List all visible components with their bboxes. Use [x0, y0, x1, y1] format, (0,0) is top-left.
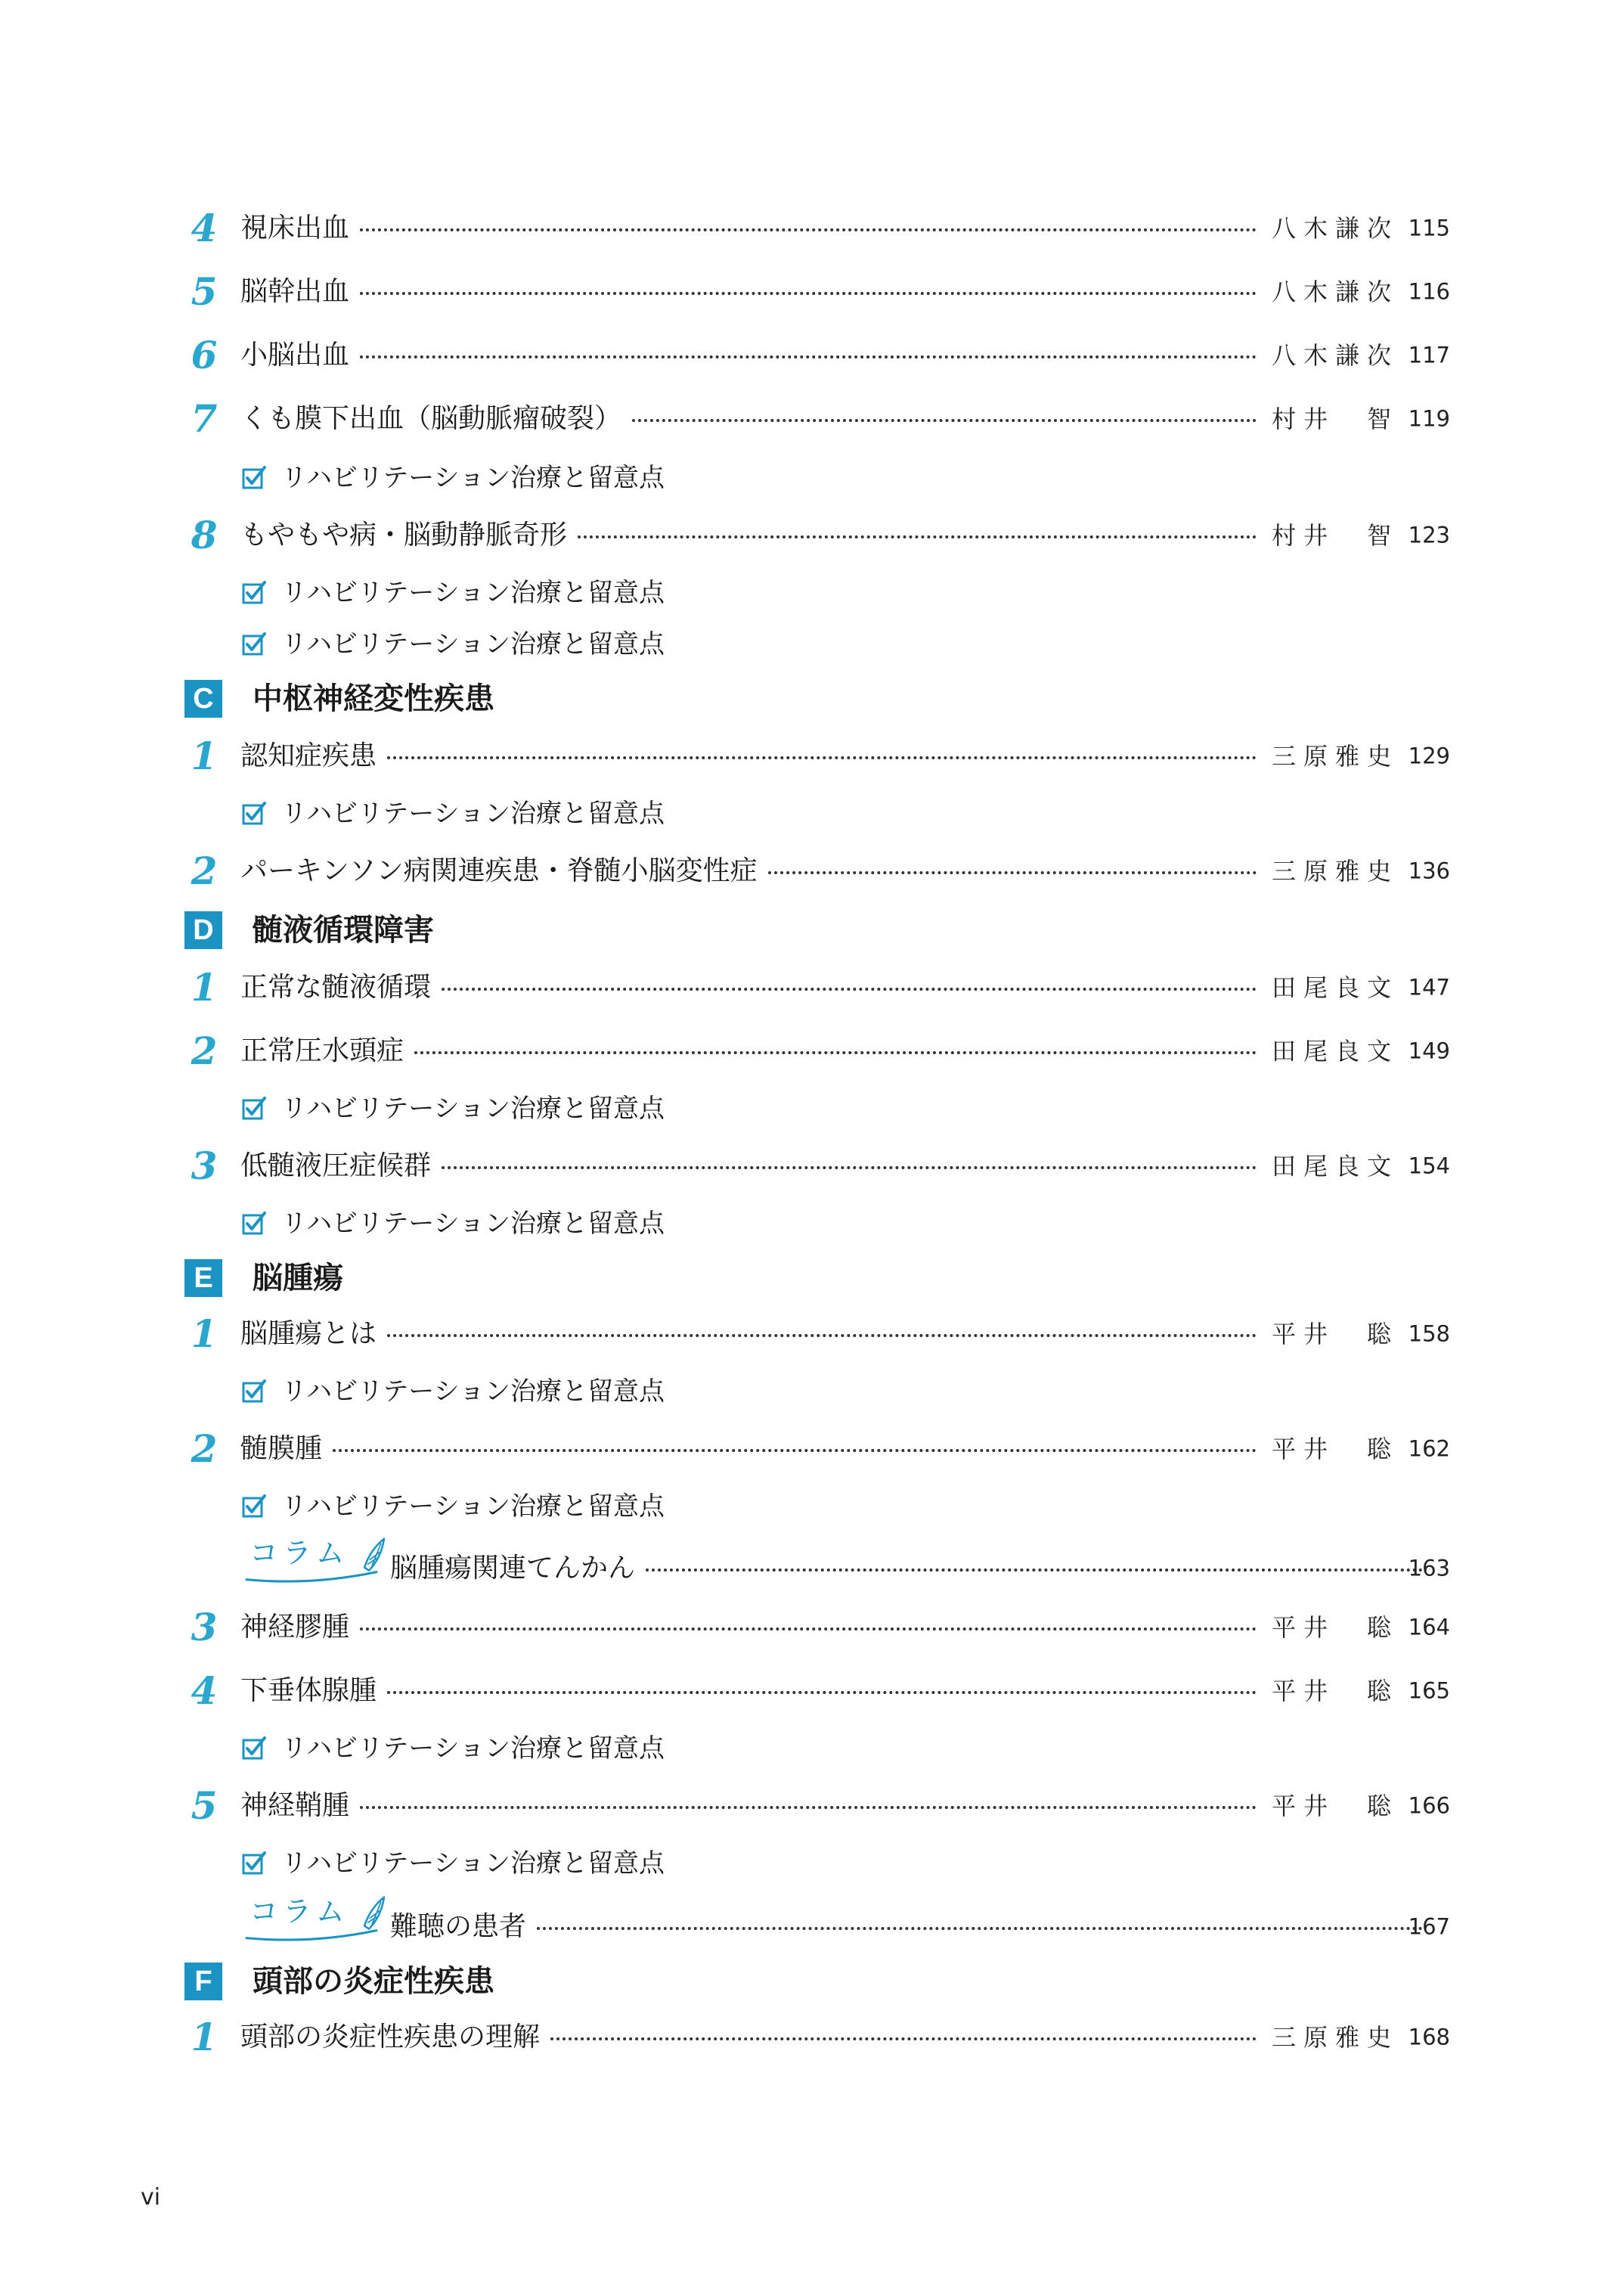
- page-folio: vi: [141, 2184, 161, 2211]
- page-number: 129: [1408, 743, 1450, 769]
- toc-subitem[interactable]: [0, 1365, 1624, 1418]
- toc-subitem[interactable]: [0, 1082, 1624, 1135]
- entry-title: 視床出血: [240, 213, 350, 244]
- entry-line: [240, 1035, 1257, 1066]
- page-number: 165: [1408, 1677, 1450, 1704]
- section-letter-badge: C: [184, 680, 222, 718]
- toc-subitem[interactable]: [0, 566, 1624, 619]
- dot-leader: [360, 292, 1257, 295]
- chapter-number: 1: [191, 2015, 218, 2059]
- page-number: 116: [1408, 278, 1450, 305]
- entry-author: 八木謙次: [1272, 341, 1391, 370]
- page-number: 166: [1408, 1792, 1450, 1819]
- toc-entry[interactable]: [0, 1025, 1624, 1078]
- entry-line: [240, 1320, 1257, 1348]
- checkbox-checked-icon: [242, 1736, 266, 1761]
- subitem-title: リハビリテーション治療と留意点: [281, 1733, 665, 1764]
- chapter-number: 6: [191, 333, 218, 377]
- toc-entry[interactable]: [0, 1308, 1624, 1361]
- entry-title: くも膜下出血（脳動脈瘤破裂）: [240, 403, 622, 434]
- toc-entry[interactable]: [0, 202, 1624, 255]
- section-title: 中枢神経変性疾患: [253, 681, 494, 716]
- entry-line: [240, 2024, 1257, 2051]
- section-heading[interactable]: [0, 904, 1624, 957]
- toc-column-entry[interactable]: [0, 1536, 1624, 1595]
- dot-leader: [578, 535, 1257, 538]
- chapter-number: 1: [191, 1311, 218, 1356]
- entry-author: 八木謙次: [1272, 278, 1391, 306]
- entry-title: 頭部の炎症性疾患の理解: [240, 2022, 541, 2053]
- entry-line: [240, 1435, 1257, 1463]
- section-title: 脳腫瘍: [253, 1261, 343, 1295]
- entry-author: 村井 智: [1272, 521, 1391, 550]
- page-number: 154: [1408, 1153, 1450, 1179]
- dot-leader: [333, 1449, 1257, 1452]
- subitem-title: リハビリテーション治療と留意点: [281, 463, 665, 493]
- chapter-number: 5: [191, 269, 218, 314]
- section-letter-badge: E: [184, 1259, 222, 1297]
- chapter-number: 5: [191, 1783, 218, 1828]
- toc-subitem[interactable]: [0, 1480, 1624, 1533]
- entry-line: [390, 1913, 1423, 1941]
- dot-leader: [414, 1051, 1257, 1054]
- checkbox-checked-icon: [242, 632, 266, 656]
- section-title: 頭部の炎症性疾患: [253, 1964, 494, 1999]
- subitem-title: リハビリテーション治療と留意点: [281, 629, 665, 659]
- dot-leader: [360, 228, 1257, 231]
- checkbox-checked-icon: [242, 581, 266, 605]
- section-title: 髄液循環障害: [253, 913, 434, 948]
- entry-author: 三原雅史: [1272, 2023, 1391, 2052]
- page-number: 164: [1408, 1614, 1450, 1640]
- dot-leader: [360, 1806, 1257, 1809]
- entry-line: [240, 522, 1257, 549]
- page-number: 117: [1408, 342, 1450, 368]
- entry-line: [240, 974, 1257, 1001]
- entry-author: 三原雅史: [1272, 857, 1391, 886]
- entry-title: 低髄液圧症候群: [240, 1150, 432, 1181]
- chapter-number: 8: [191, 513, 218, 557]
- column-label: [243, 1894, 387, 1947]
- checkbox-checked-icon: [242, 1212, 266, 1236]
- entry-author: 平井 聡: [1272, 1792, 1391, 1820]
- chapter-number: 2: [191, 1426, 218, 1471]
- entry-line: [240, 1792, 1257, 1820]
- toc-entry[interactable]: [0, 1601, 1624, 1654]
- dot-leader: [632, 419, 1257, 422]
- toc-entry[interactable]: [0, 961, 1624, 1014]
- page-number: 147: [1408, 974, 1450, 1001]
- chapter-number: 2: [191, 1029, 218, 1073]
- entry-author: 田尾良文: [1272, 973, 1391, 1002]
- chapter-number: 3: [191, 1605, 218, 1649]
- entry-line: [240, 215, 1257, 242]
- entry-author: 平井 聡: [1272, 1613, 1391, 1642]
- toc-entry[interactable]: [0, 509, 1624, 562]
- toc-entry[interactable]: [0, 1779, 1624, 1832]
- chapter-number: 4: [191, 1668, 218, 1713]
- entry-author: 村井 智: [1272, 405, 1391, 433]
- toc-column-entry[interactable]: [0, 1894, 1624, 1953]
- entry-title: 髄膜腫: [240, 1433, 323, 1464]
- toc-entry[interactable]: [0, 393, 1624, 445]
- checkbox-checked-icon: [242, 1851, 266, 1876]
- section-heading[interactable]: [0, 672, 1624, 725]
- dot-leader: [387, 756, 1257, 759]
- toc-subitem[interactable]: [0, 618, 1624, 671]
- entry-author: 平井 聡: [1272, 1435, 1391, 1463]
- entry-title: 神経鞘腫: [240, 1790, 350, 1821]
- checkbox-checked-icon: [242, 1494, 266, 1519]
- entry-line: [240, 342, 1257, 369]
- subitem-title: リハビリテーション治療と留意点: [281, 1209, 665, 1239]
- column-title: 難聴の患者: [390, 1911, 527, 1942]
- entry-author: 田尾良文: [1272, 1037, 1391, 1066]
- page-number: 149: [1408, 1038, 1450, 1064]
- entry-title: 脳幹出血: [240, 276, 350, 307]
- entry-title: 小脳出血: [240, 340, 350, 371]
- toc-entry[interactable]: [0, 265, 1624, 318]
- page-number: 136: [1408, 858, 1450, 884]
- dot-leader: [442, 1166, 1257, 1169]
- entry-line: [240, 278, 1257, 306]
- toc-entry[interactable]: [0, 2011, 1624, 2064]
- column-title: 脳腫瘍関連てんかん: [390, 1553, 636, 1584]
- page-number: 168: [1408, 2024, 1450, 2050]
- dot-leader: [387, 1691, 1257, 1694]
- checkbox-checked-icon: [242, 1379, 266, 1404]
- entry-title: もやもや病・脳動静脈奇形: [240, 520, 568, 551]
- subitem-title: リハビリテーション治療と留意点: [281, 1848, 665, 1879]
- subitem-title: リハビリテーション治療と留意点: [281, 1491, 665, 1522]
- toc-subitem[interactable]: [0, 451, 1624, 504]
- entry-author: 平井 聡: [1272, 1320, 1391, 1348]
- dot-leader: [387, 1334, 1257, 1337]
- checkbox-checked-icon: [242, 1097, 266, 1121]
- chapter-number: 7: [191, 396, 218, 441]
- page-number: 158: [1408, 1320, 1450, 1347]
- column-label-text: コラム: [249, 1894, 349, 1928]
- page-number: 119: [1408, 405, 1450, 432]
- page-number: 115: [1408, 215, 1450, 241]
- entry-title: 下垂体腺腫: [240, 1675, 377, 1706]
- section-heading[interactable]: [0, 1252, 1624, 1305]
- subitem-title: リハビリテーション治療と留意点: [281, 1376, 665, 1407]
- toc-entry[interactable]: [0, 329, 1624, 382]
- toc-subitem[interactable]: [0, 1197, 1624, 1250]
- dot-leader: [360, 1627, 1257, 1631]
- section-heading[interactable]: [0, 1955, 1624, 2008]
- subitem-title: リハビリテーション治療と留意点: [281, 578, 665, 608]
- entry-line: [390, 1555, 1423, 1582]
- entry-line: [240, 740, 1257, 771]
- chapter-number: 4: [191, 206, 218, 250]
- entry-author: 平井 聡: [1272, 1677, 1391, 1705]
- dot-leader: [646, 1568, 1423, 1572]
- page-number: 163: [1408, 1555, 1450, 1581]
- dot-leader: [537, 1927, 1423, 1930]
- entry-title: 正常な髄液循環: [240, 972, 432, 1003]
- entry-title: 認知症疾患: [240, 740, 377, 771]
- entry-author: 田尾良文: [1272, 1152, 1391, 1181]
- subitem-title: リハビリテーション治療と留意点: [281, 1094, 665, 1124]
- toc-entry[interactable]: [0, 845, 1624, 898]
- chapter-number: 3: [191, 1143, 218, 1188]
- dot-leader: [550, 2037, 1257, 2040]
- entry-title: 正常圧水頭症: [240, 1035, 404, 1066]
- page-number: 162: [1408, 1435, 1450, 1462]
- toc-entry[interactable]: [0, 1140, 1624, 1193]
- entry-title: パーキンソン病関連疾患・脊髄小脳変性症: [240, 855, 758, 886]
- dot-leader: [360, 355, 1257, 358]
- checkbox-checked-icon: [242, 802, 266, 826]
- toc-subitem[interactable]: [0, 1837, 1624, 1890]
- toc-entry[interactable]: [0, 1665, 1624, 1717]
- entry-title: 脳腫瘍とは: [240, 1318, 377, 1349]
- chapter-number: 1: [191, 734, 218, 778]
- column-label: [243, 1536, 387, 1589]
- toc-entry[interactable]: [0, 730, 1624, 783]
- entry-title: 神経膠腫: [240, 1612, 350, 1643]
- toc-subitem[interactable]: [0, 1722, 1624, 1775]
- page-number: 123: [1408, 522, 1450, 548]
- dot-leader: [442, 988, 1257, 991]
- column-label-text: コラム: [249, 1536, 349, 1570]
- section-letter-badge: D: [184, 911, 222, 949]
- entry-line: [240, 405, 1257, 433]
- dot-leader: [768, 871, 1257, 874]
- section-letter-badge: F: [184, 1963, 222, 2000]
- subitem-title: リハビリテーション治療と留意点: [281, 799, 665, 829]
- entry-line: [240, 1150, 1257, 1181]
- entry-line: [240, 1677, 1257, 1705]
- page-number: 167: [1408, 1913, 1450, 1940]
- entry-line: [240, 855, 1257, 886]
- toc-subitem[interactable]: [0, 787, 1624, 840]
- chapter-number: 2: [191, 849, 218, 893]
- entry-author: 八木謙次: [1272, 214, 1391, 243]
- checkbox-checked-icon: [242, 466, 266, 490]
- chapter-number: 1: [191, 965, 218, 1010]
- entry-line: [240, 1614, 1257, 1641]
- entry-author: 三原雅史: [1272, 742, 1391, 771]
- toc-entry[interactable]: [0, 1423, 1624, 1475]
